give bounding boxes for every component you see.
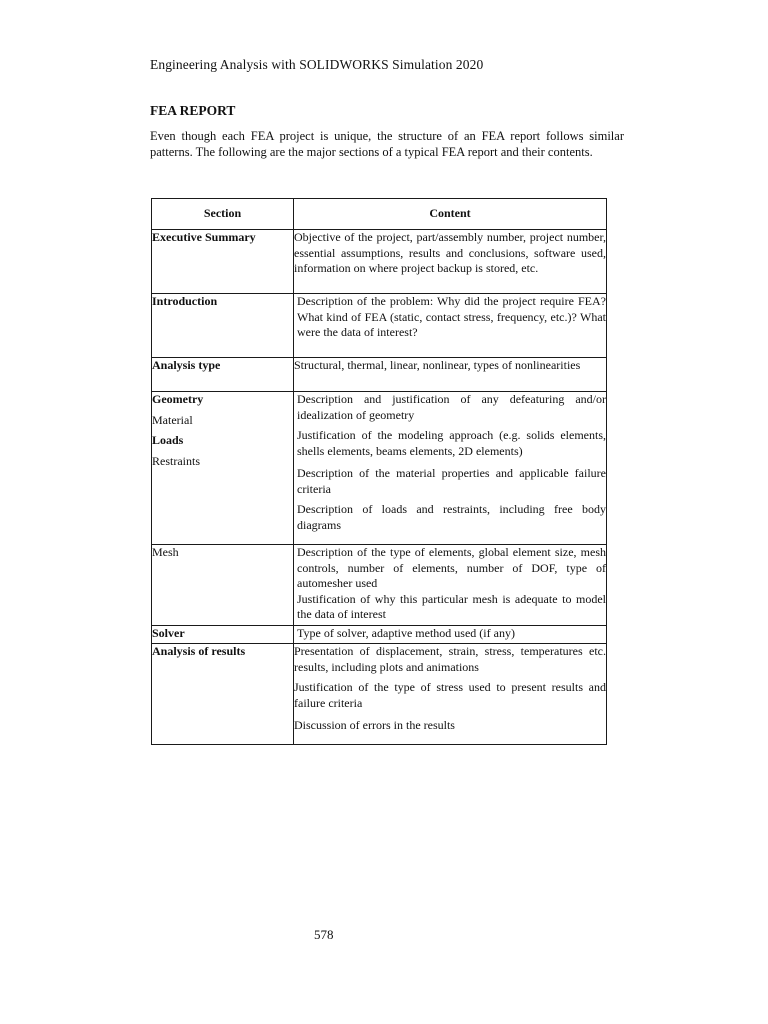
content-text: Presentation of displacement, strain, stress, temperatures etc. results, including plots and animations bbox=[294, 644, 606, 674]
content-cell bbox=[294, 626, 607, 644]
content-text: Structural, thermal, linear, nonlinear, types of nonlinearities bbox=[294, 358, 581, 372]
content-text: Description of loads and restraints, including free body diagrams bbox=[297, 502, 606, 532]
content-cell bbox=[294, 294, 607, 358]
section-label-analysis-type: Analysis type bbox=[152, 358, 221, 372]
section-heading: FEA REPORT bbox=[150, 103, 236, 118]
content-text: Type of solver, adaptive method used (if any) bbox=[297, 626, 515, 640]
table-header-row bbox=[152, 199, 607, 230]
content-text: Objective of the project, part/assembly number, project number, essential assumptions, results and conclusions, software used, information on where project backup is stored, etc. bbox=[294, 230, 606, 275]
section-label-executive-summary: Executive Summary bbox=[152, 230, 256, 244]
section-label-solver: Solver bbox=[152, 626, 185, 640]
table-row-geometry-material-loads-restraints bbox=[152, 392, 607, 545]
running-header: Engineering Analysis with SOLIDWORKS Simulation 2020 bbox=[150, 57, 484, 72]
section-cell bbox=[152, 545, 294, 626]
section-cell bbox=[152, 230, 294, 294]
content-column-header: Content bbox=[294, 199, 607, 230]
content-text: Description of the type of elements, global element size, mesh controls, number of elements, number of DOF, type of automesher used bbox=[297, 545, 606, 590]
section-cell bbox=[152, 392, 294, 545]
content-cell bbox=[294, 644, 607, 745]
table-row-executive-summary bbox=[152, 230, 607, 294]
section-label-analysis-of-results: Analysis of results bbox=[152, 644, 246, 658]
table-row-introduction bbox=[152, 294, 607, 358]
content-cell bbox=[294, 358, 607, 392]
table-row-mesh bbox=[152, 545, 607, 626]
section-cell bbox=[152, 294, 294, 358]
section-label-restraints: Restraints bbox=[152, 453, 200, 468]
table-row-analysis-type bbox=[152, 358, 607, 392]
table-row-solver bbox=[152, 626, 607, 644]
content-text: Description and justification of any defeaturing and/or idealization of geometry bbox=[297, 392, 606, 422]
section-column-header: Section bbox=[152, 199, 294, 230]
section-cell bbox=[152, 644, 294, 745]
content-text: Description of the material properties and applicable failure criteria bbox=[297, 466, 606, 496]
content-text: Justification of why this particular mesh is adequate to model the data of interest bbox=[297, 591, 606, 621]
section-label-loads: Loads bbox=[152, 433, 184, 447]
content-text: Justification of the modeling approach (e.g. solids elements, shells elements, beams elements, 2D elements) bbox=[297, 428, 606, 458]
section-label-material: Material bbox=[152, 412, 193, 427]
content-cell bbox=[294, 545, 607, 626]
content-text: Discussion of errors in the results bbox=[294, 718, 455, 732]
content-cell bbox=[294, 392, 607, 545]
section-cell bbox=[152, 626, 294, 644]
fea-report-table bbox=[151, 198, 607, 745]
content-text: Justification of the type of stress used to present results and failure criteria bbox=[294, 680, 606, 710]
table-row-analysis-of-results bbox=[152, 644, 607, 745]
section-label-mesh: Mesh bbox=[152, 545, 179, 559]
section-label-geometry: Geometry bbox=[152, 392, 204, 406]
section-cell bbox=[152, 358, 294, 392]
page-number: 578 bbox=[314, 927, 334, 942]
section-label-introduction: Introduction bbox=[152, 294, 218, 308]
content-cell bbox=[294, 230, 607, 294]
intro-paragraph: Even though each FEA project is unique, the structure of an FEA report follows similar patterns. The following are the major sections of a typical FEA report and their contents. bbox=[150, 129, 624, 159]
content-text: Description of the problem: Why did the project require FEA? What kind of FEA (static, contact stress, frequency, etc.)? What were the data of interest? bbox=[297, 294, 606, 339]
